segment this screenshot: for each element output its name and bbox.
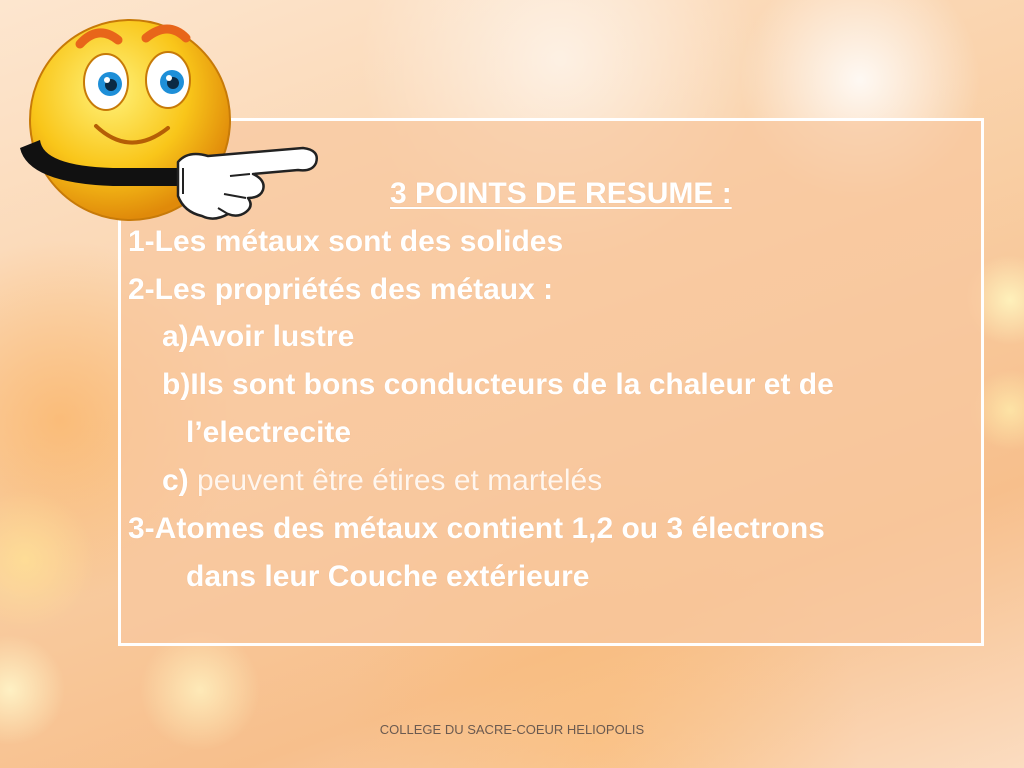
point-3-line1: 3-Atomes des métaux contient 1,2 ou 3 électrons — [128, 512, 825, 545]
point-2: 2-Les propriétés des métaux : — [128, 273, 554, 306]
point-2a: a)Avoir lustre — [162, 320, 355, 353]
point-3-line2: dans leur Couche extérieure — [186, 560, 590, 593]
footer-school-name: COLLEGE DU SACRE-COEUR HELIOPOLIS — [379, 722, 645, 737]
summary-title: 3 POINTS DE RESUME : — [390, 177, 732, 210]
point-2c — [162, 457, 602, 505]
point-2c-text: peuvent être étires et martelés — [188, 464, 603, 497]
point-2c-prefix: c) — [162, 464, 189, 497]
point-1: 1-Les métaux sont des solides — [128, 225, 564, 258]
pointing-smiley-icon — [18, 18, 328, 228]
point-2b-line2: l’electrecite — [186, 416, 352, 449]
point-2b-line1: b)Ils sont bons conducteurs de la chaleur et de — [162, 368, 834, 401]
